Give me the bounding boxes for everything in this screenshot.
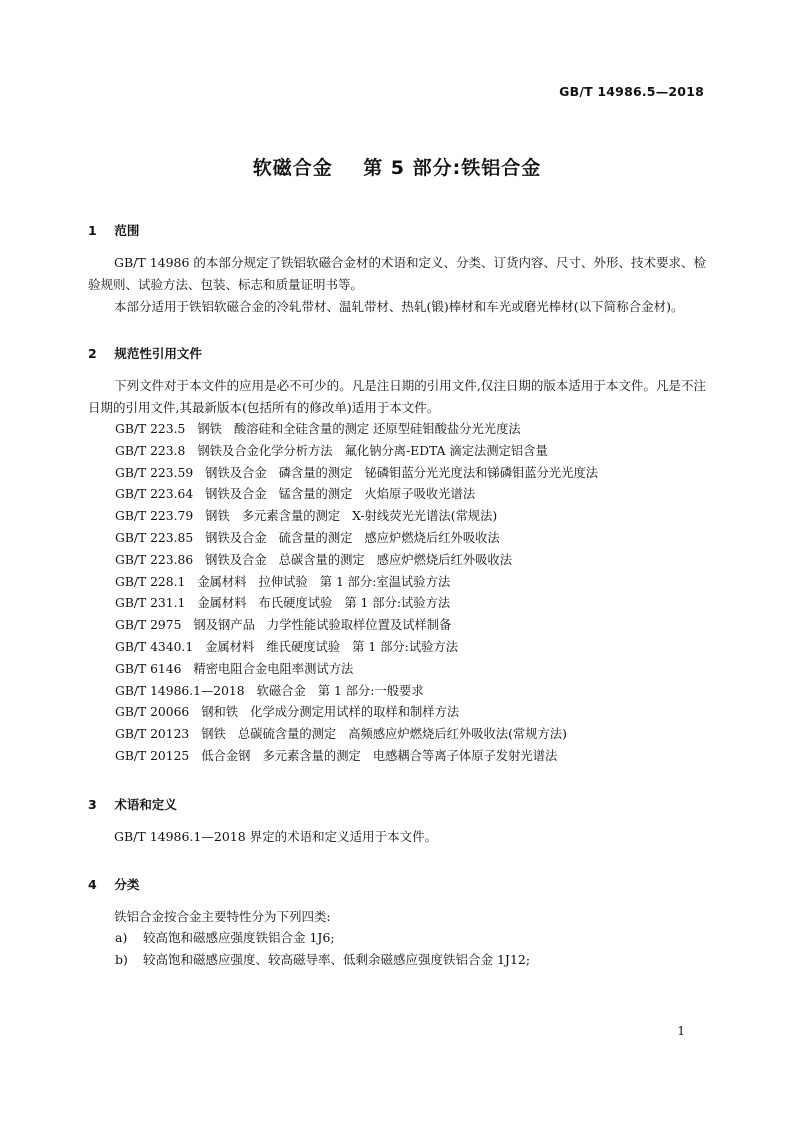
- reference-title-part: 钢和铁: [201, 705, 239, 720]
- reference-code: GB/T 20066: [115, 705, 190, 720]
- reference-title-part: 第 1 部分:室温试验方法: [319, 574, 451, 589]
- reference-title-part: 钢铁及合金: [205, 465, 267, 480]
- reference-code: GB/T 223.86: [115, 552, 194, 567]
- reference-code: GB/T 228.1: [115, 574, 186, 589]
- standard-number: GB/T 14986.5—2018: [559, 84, 704, 99]
- section-title: 规范性引用文件: [114, 346, 202, 362]
- reference-title-part: 火焰原子吸收光谱法: [364, 487, 476, 502]
- reference-title-part: 钢铁及合金: [205, 552, 267, 567]
- reference-title-part: 化学成分测定用试样的取样和制样方法: [250, 705, 460, 720]
- reference-item: [88, 419, 706, 441]
- reference-title-part: 钢铁: [197, 421, 222, 436]
- section-heading-terms: [88, 794, 706, 816]
- reference-title-part: 第 1 部分:试验方法: [344, 596, 451, 611]
- classification-list: [88, 927, 706, 971]
- reference-item: [88, 724, 706, 746]
- section-number: 3: [88, 796, 97, 812]
- reference-item: [88, 681, 706, 703]
- reference-title-part: 钢铁及合金: [205, 530, 267, 545]
- reference-title-part: 硫含量的测定: [278, 530, 353, 545]
- reference-item: [88, 637, 706, 659]
- reference-title-part: 铋磷钼蓝分光光度法和锑磷钼蓝分光光度法: [364, 465, 599, 480]
- reference-title-part: 总碳硫含量的测定: [237, 727, 337, 742]
- section-number: 2: [88, 346, 97, 362]
- reference-item: [88, 702, 706, 724]
- reference-title-part: 钢及钢产品: [193, 618, 255, 633]
- reference-item: [88, 484, 706, 506]
- reference-title-part: X-射线荧光光谱法(常规法): [352, 509, 498, 524]
- reference-code: GB/T 223.64: [115, 487, 194, 502]
- reference-title-part: 钢铁: [201, 727, 226, 742]
- reference-code: GB/T 20125: [115, 748, 190, 763]
- scope-paragraph: GB/T 14986 的本部分规定了铁铝软磁合金材的术语和定义、分类、订货内容、尺寸、外形、技术要求、检验规则、试验方法、包装、标志和质量证明书等。: [88, 255, 706, 292]
- reference-code: GB/T 223.85: [115, 530, 194, 545]
- classification-item: [88, 949, 706, 971]
- reference-title-part: 氟化钠分离-EDTA 滴定法测定铝含量: [344, 443, 548, 458]
- reference-item: [88, 463, 706, 485]
- reference-title-part: 拉伸试验: [258, 574, 308, 589]
- reference-code: GB/T 2975: [115, 618, 182, 633]
- reference-code: GB/T 223.8: [115, 443, 186, 458]
- reference-title-part: 钢铁及合金: [205, 487, 267, 502]
- reference-item: [88, 550, 706, 572]
- reference-title-part: 金属材料: [205, 639, 255, 654]
- section-title: 范围: [114, 223, 140, 238]
- list-marker: a): [115, 930, 128, 946]
- document-title: 软磁合金 第 5 部分:铁铝合金: [252, 157, 542, 179]
- reference-title-part: 软磁合金: [256, 683, 306, 698]
- reference-title-part: 金属材料: [197, 596, 247, 611]
- section-heading-scope: [88, 220, 706, 242]
- classification-item: [88, 927, 706, 949]
- reference-list: [88, 419, 706, 768]
- reference-title-part: 第 1 部分:试验方法: [352, 639, 459, 654]
- reference-title-part: 锰含量的测定: [278, 487, 353, 502]
- reference-code: GB/T 4340.1: [115, 639, 194, 654]
- reference-title-part: 多元素含量的测定: [241, 509, 341, 524]
- section-heading-normative-references: [88, 343, 706, 365]
- reference-title-part: 酸溶硅和全硅含量的测定 还原型硅钼酸盐分光光度法: [233, 421, 521, 436]
- classification-intro: 铁铝合金按合金主要特性分为下列四类:: [114, 908, 331, 924]
- reference-title-part: 金属材料: [197, 574, 247, 589]
- section-number: 4: [88, 876, 97, 892]
- section-number: 1: [88, 223, 97, 238]
- reference-item: [88, 441, 706, 463]
- reference-item: [88, 506, 706, 528]
- section-heading-classification: [88, 874, 706, 896]
- section-title: 分类: [114, 876, 140, 892]
- reference-code: GB/T 14986.1—2018: [115, 683, 245, 698]
- reference-item: [88, 746, 706, 768]
- reference-title-part: 多元素含量的测定: [262, 748, 361, 763]
- reference-item: [88, 615, 706, 637]
- reference-title-part: 低合金钢: [201, 748, 251, 763]
- reference-title-part: 钢铁: [205, 509, 230, 524]
- reference-item: [88, 572, 706, 594]
- terms-paragraph: GB/T 14986.1—2018 界定的术语和定义适用于本文件。: [114, 828, 438, 844]
- reference-item: [88, 659, 706, 681]
- reference-code: GB/T 223.5: [115, 421, 186, 436]
- reference-title-part: 钢铁及合金化学分析方法: [197, 443, 333, 458]
- reference-title-part: 总碳含量的测定: [278, 552, 365, 567]
- reference-title-part: 精密电阻合金电阻率测试方法: [193, 661, 354, 676]
- reference-code: GB/T 223.79: [115, 509, 194, 524]
- page-number: 1: [677, 1024, 685, 1038]
- reference-code: GB/T 223.59: [115, 465, 194, 480]
- list-marker: b): [115, 952, 128, 968]
- reference-title-part: 高频感应炉燃烧后红外吸收法(常规方法): [348, 727, 567, 742]
- scope-paragraph: 本部分适用于铁铝软磁合金的冷轧带材、温轧带材、热轧(锻)棒材和车光或磨光棒材(以下简称合金材)。: [114, 298, 684, 314]
- reference-title-part: 磷含量的测定: [278, 465, 353, 480]
- reference-code: GB/T 6146: [115, 661, 182, 676]
- classification-item-text: 较高饱和磁感应强度铁铝合金 1J6;: [143, 930, 335, 946]
- reference-code: GB/T 231.1: [115, 596, 186, 611]
- reference-title-part: 力学性能试验取样位置及试样制备: [266, 618, 452, 633]
- reference-title-part: 布氏硬度试验: [258, 596, 333, 611]
- reference-code: GB/T 20123: [115, 727, 190, 742]
- reference-title-part: 电感耦合等离子体原子发射光谱法: [372, 748, 558, 763]
- section-title: 术语和定义: [114, 796, 177, 812]
- reference-item: [88, 593, 706, 615]
- reference-item: [88, 528, 706, 550]
- reference-title-part: 感应炉燃烧后红外吸收法: [364, 530, 500, 545]
- reference-title-part: 感应炉燃烧后红外吸收法: [376, 552, 513, 567]
- reference-title-part: 维氏硬度试验: [266, 639, 341, 654]
- normative-intro-paragraph: 下列文件对于本文件的应用是必不可少的。凡是注日期的引用文件,仅注日期的版本适用于本文件。凡是不注日期的引用文件,其最新版本(包括所有的修改单)适用于本文件。: [88, 378, 706, 416]
- classification-item-text: 较高饱和磁感应强度、较高磁导率、低剩余磁感应强度铁铝合金 1J12;: [143, 952, 531, 968]
- reference-title-part: 第 1 部分:一般要求: [317, 683, 424, 698]
- document-body: [88, 220, 706, 971]
